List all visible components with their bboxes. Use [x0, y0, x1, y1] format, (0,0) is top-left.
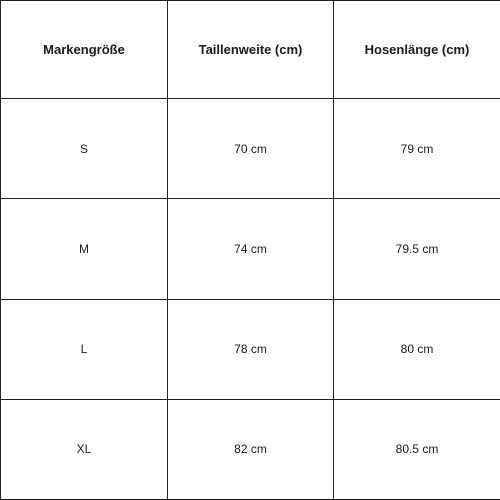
header-waist-width: Taillenweite (cm) [168, 1, 334, 99]
cell-size: XL [1, 399, 168, 499]
table-row [1, 399, 500, 499]
cell-waist: 82 cm [168, 399, 334, 499]
cell-length: 80.5 cm [334, 399, 500, 499]
cell-size: S [1, 99, 168, 199]
table-row [1, 299, 500, 399]
cell-size: M [1, 199, 168, 299]
header-pant-length: Hosenlänge (cm) [334, 1, 500, 99]
cell-size: L [1, 299, 168, 399]
cell-length: 80 cm [334, 299, 500, 399]
cell-length: 79.5 cm [334, 199, 500, 299]
table-header-row [1, 1, 500, 99]
table-row [1, 99, 500, 199]
cell-length: 79 cm [334, 99, 500, 199]
table-row [1, 199, 500, 299]
header-brand-size: Markengröße [1, 1, 168, 99]
cell-waist: 74 cm [168, 199, 334, 299]
cell-waist: 70 cm [168, 99, 334, 199]
cell-waist: 78 cm [168, 299, 334, 399]
